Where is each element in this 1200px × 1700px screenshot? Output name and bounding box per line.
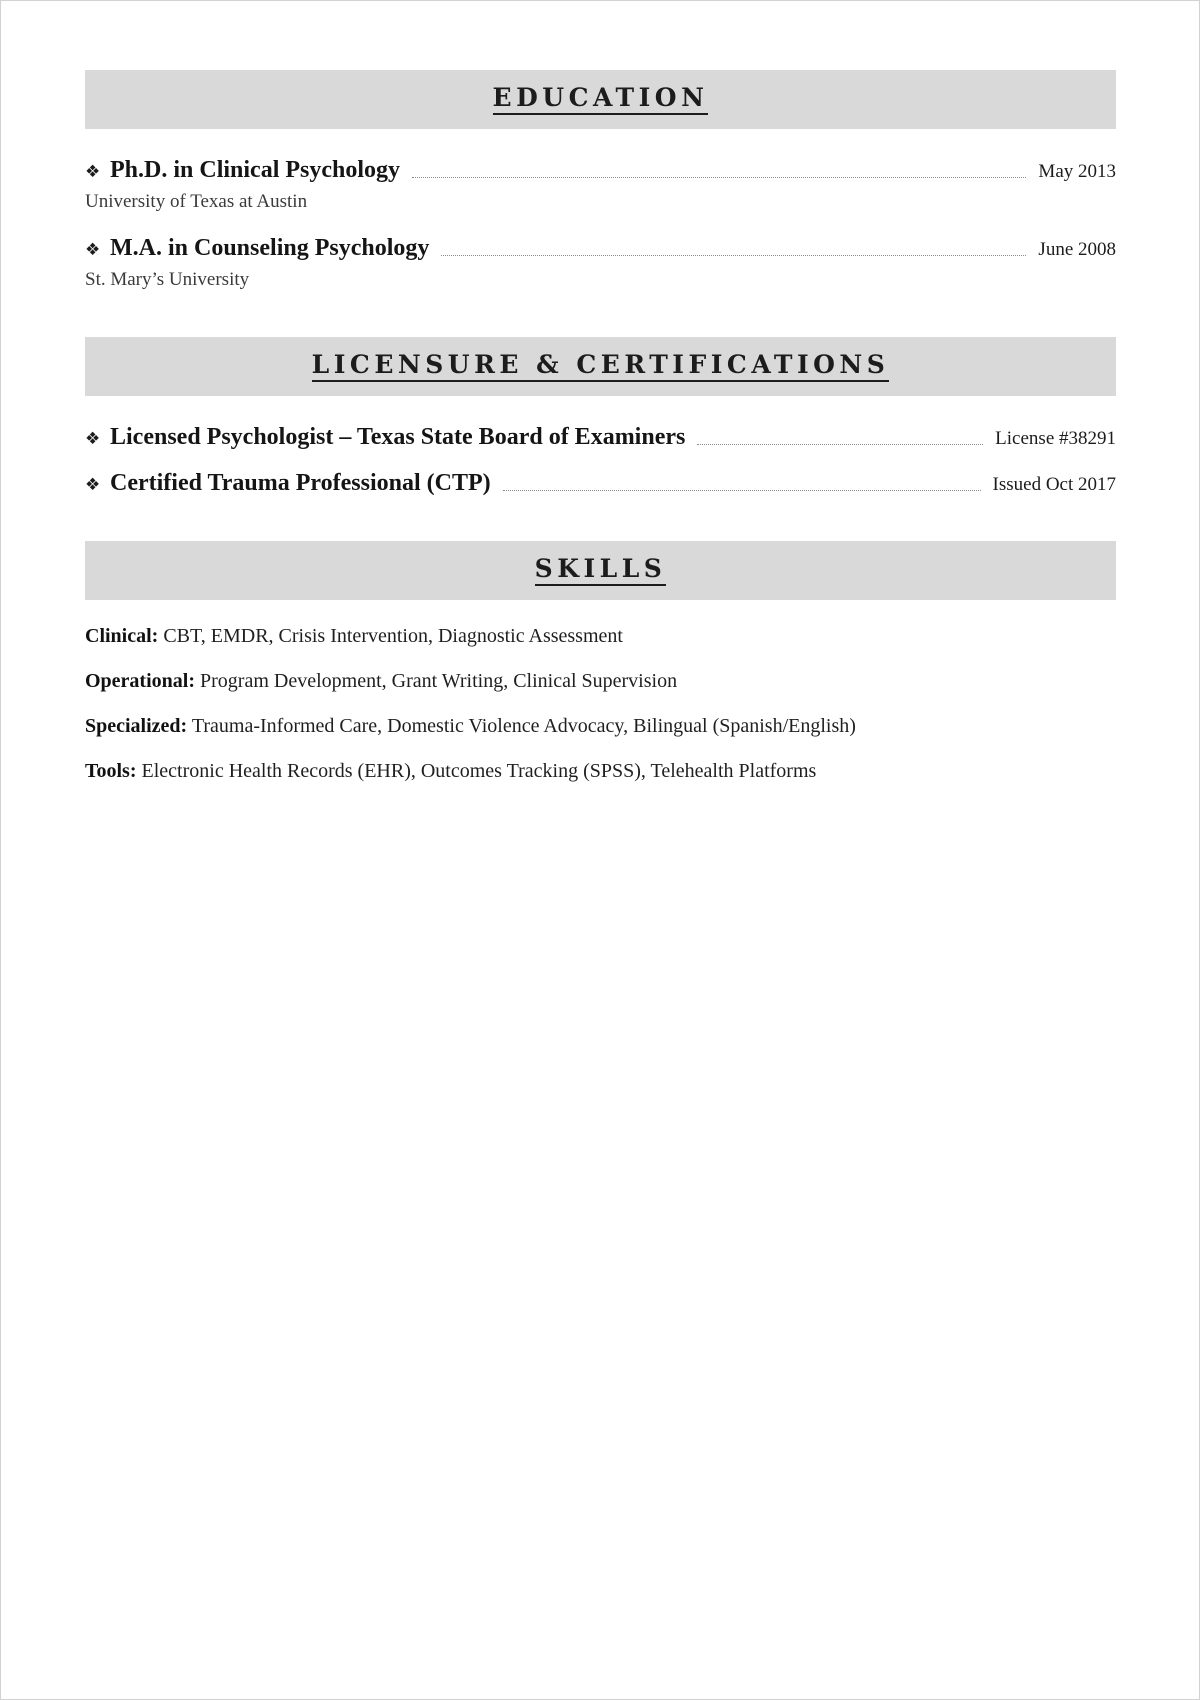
license-detail: License #38291 — [995, 428, 1116, 449]
dotted-leader — [412, 177, 1026, 178]
license-name: Licensed Psychologist – Texas State Board of Examiners — [110, 424, 686, 450]
dotted-leader — [503, 490, 981, 491]
school-name: University of Texas at Austin — [85, 191, 308, 212]
diamond-bullet-icon: ❖ — [85, 429, 101, 449]
skill-line — [85, 759, 1116, 783]
licensure-entry — [85, 424, 1116, 451]
education-title: EDUCATION — [493, 84, 709, 115]
license-name: Certified Trauma Professional (CTP) — [110, 470, 491, 496]
diamond-bullet-icon: ❖ — [85, 162, 101, 182]
degree-title: M.A. in Counseling Psychology — [110, 235, 430, 261]
skill-value: Electronic Health Records (EHR), Outcomes Tracking (SPSS), Telehealth Platforms — [141, 760, 817, 782]
skill-value: Program Development, Grant Writing, Clinical Supervision — [200, 670, 678, 692]
skill-value: CBT, EMDR, Crisis Intervention, Diagnostic Assessment — [163, 625, 623, 647]
skill-label: Tools: — [85, 760, 137, 782]
skill-value: Trauma-Informed Care, Domestic Violence Advocacy, Bilingual (Spanish/English) — [191, 715, 856, 737]
skill-label: Clinical: — [85, 625, 159, 647]
license-detail: Issued Oct 2017 — [992, 474, 1116, 495]
licensure-section — [85, 337, 1116, 497]
licensure-header — [85, 337, 1116, 396]
skill-line — [85, 714, 1116, 738]
skill-label: Operational: — [85, 670, 195, 692]
skills-header — [85, 541, 1116, 600]
dotted-leader — [441, 255, 1026, 256]
education-header — [85, 70, 1116, 129]
degree-title: Ph.D. in Clinical Psychology — [110, 157, 401, 183]
degree-date: June 2008 — [1038, 239, 1116, 260]
diamond-bullet-icon: ❖ — [85, 240, 101, 260]
licensure-title: LICENSURE & CERTIFICATIONS — [312, 351, 890, 382]
skills-list — [85, 600, 1116, 783]
degree-date: May 2013 — [1038, 161, 1116, 182]
education-entry — [85, 235, 1116, 291]
dotted-leader — [697, 444, 983, 445]
skills-title: SKILLS — [535, 555, 667, 586]
licensure-list — [85, 396, 1116, 497]
skill-line — [85, 669, 1116, 693]
skill-label: Specialized: — [85, 715, 188, 737]
licensure-entry — [85, 470, 1116, 497]
education-entry — [85, 157, 1116, 213]
diamond-bullet-icon: ❖ — [85, 475, 101, 495]
skills-section — [85, 541, 1116, 783]
education-entry-row — [85, 235, 1116, 262]
education-section — [85, 70, 1116, 291]
education-list — [85, 129, 1116, 291]
resume-content — [85, 70, 1116, 783]
education-entry-row — [85, 157, 1116, 184]
skill-line — [85, 624, 1116, 648]
school-name: St. Mary’s University — [85, 269, 250, 290]
